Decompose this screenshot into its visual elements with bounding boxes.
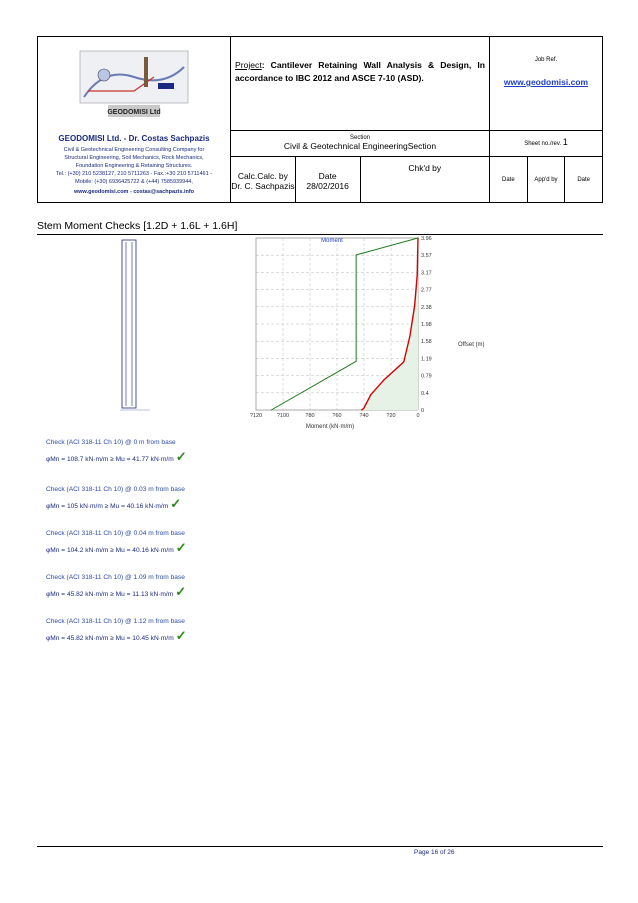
company-logo — [74, 47, 194, 123]
x-tick-label: ?100 — [276, 413, 290, 419]
job-ref-label: Job Ref. — [534, 57, 558, 63]
x-tick-label: ?120 — [249, 413, 263, 419]
footer-rule — [37, 846, 603, 847]
check-mark-icon: ✓ — [175, 584, 187, 599]
x-tick-label: ?60 — [332, 413, 342, 419]
job-ref-cell — [490, 37, 603, 131]
check-mark-icon: ✓ — [175, 449, 187, 464]
x-tick-label: 0 — [416, 413, 420, 419]
chkd-cell — [360, 157, 490, 203]
company-web: www.geodomisi.com - costas@sachpazis.info — [73, 189, 195, 195]
check-line: φMn = 105 kN·m/m ≥ Mu = 40.16 kN·m/m — [46, 503, 169, 510]
logo-caption: GEODOMISI Ltd — [107, 109, 161, 116]
check-line: φMn = 104.2 kN·m/m ≥ Mu = 40.16 kN·m/m — [46, 547, 174, 554]
applied-moment-point — [403, 361, 404, 362]
date3-label: Date — [577, 177, 590, 183]
moment-chart — [236, 233, 506, 431]
page-number: Page 16 of 26 — [414, 849, 455, 856]
applied-moment-point — [384, 379, 385, 380]
section-value: Civil & Geotechnical EngineeringSection — [283, 141, 437, 151]
y-tick-label: 3.96 — [421, 236, 432, 242]
appd-label: App'd by — [534, 177, 558, 183]
company-mobile: Mobile: (+30) 6936425722 & (+44) 7585939944, — [75, 179, 193, 185]
check-mark-icon: ✓ — [170, 496, 182, 511]
date-label: Date — [318, 171, 337, 181]
y-tick-label: 1.58 — [421, 339, 432, 346]
sheet-value: 1 — [562, 137, 568, 147]
capacity-moment-point — [418, 238, 419, 239]
section-cell — [231, 131, 490, 157]
wall-stem-diagram — [118, 238, 154, 414]
applied-moment-point — [409, 336, 410, 337]
company-tel: Tel.: (+30) 210 5238127, 210 5711263 - Fax.:+30 210 5711461 - — [55, 171, 213, 177]
check-title: Check (ACI 318-11 Ch 10) @ 1.12 m from base — [46, 618, 185, 625]
capacity-moment-point — [271, 410, 272, 411]
y-tick-label: 0 — [421, 408, 425, 414]
capacity-moment-point — [356, 254, 357, 255]
applied-moment-point — [370, 394, 371, 395]
date2-cell — [490, 157, 528, 203]
check-line: φMn = 108.7 kN·m/m ≥ Mu = 41.77 kN·m/m — [46, 456, 174, 463]
applied-moment-point — [363, 408, 364, 409]
applied-moment-point — [417, 275, 418, 276]
check-line: φMn = 45.82 kN·m/m ≥ Mu = 11.13 kN·m/m — [46, 591, 174, 598]
calc-label: Calc.Calc. by — [237, 171, 288, 181]
section-title: Stem Moment Checks [1.2D + 1.6L + 1.6H] — [37, 220, 238, 232]
calc-value: Dr. C. Sachpazis — [231, 181, 295, 191]
y-tick-label: 0.79 — [421, 373, 432, 380]
check-result — [46, 628, 187, 644]
sheet-label: Sheet no./rev. — [524, 141, 562, 147]
calc-cell — [231, 157, 296, 203]
project-label: Project — [235, 60, 262, 70]
check-result — [46, 584, 186, 600]
section-label: Section — [349, 135, 370, 141]
company-desc-1: Civil & Geotechnical Engineering Consulting Company for — [63, 147, 205, 153]
check-mark-icon: ✓ — [175, 628, 187, 643]
check-title: Check (ACI 318-11 Ch 10) @ 1.09 m from base — [46, 574, 185, 581]
y-tick-label: 0.4 — [421, 390, 429, 397]
x-tick-label: ?20 — [386, 413, 396, 419]
logo-cell — [38, 37, 231, 203]
check-result — [46, 496, 181, 512]
x-tick-label: ?80 — [305, 413, 315, 419]
applied-moment-point — [402, 362, 403, 363]
y-tick-label: 2.77 — [421, 287, 432, 294]
chart-title: Moment — [321, 238, 343, 244]
date2-label: Date — [501, 177, 515, 183]
header-table — [37, 36, 603, 203]
chkd-label: Chk'd by — [408, 163, 442, 173]
project-cell — [231, 37, 490, 131]
y-tick-label: 3.57 — [421, 253, 432, 260]
y-tick-label: 3.17 — [421, 270, 432, 277]
date3-cell — [565, 157, 603, 203]
capacity-moment-point — [356, 361, 357, 362]
company-desc-2: Structural Engineering, Soil Mechanics, Rock Mechanics, — [64, 155, 204, 161]
check-title: Check (ACI 318-11 Ch 10) @ 0 m from base — [46, 439, 176, 446]
chart-ylabel: Offset (m) — [458, 342, 485, 348]
applied-moment-point — [361, 409, 362, 410]
check-result — [46, 540, 187, 556]
sheet-cell — [490, 131, 603, 157]
company-name: GEODOMISI Ltd. - Dr. Costas Sachpazis — [58, 134, 210, 143]
job-ref-link[interactable]: www.geodomisi.com — [503, 77, 589, 87]
y-tick-label: 1.19 — [421, 356, 432, 363]
date-value: 28/02/2016 — [306, 181, 349, 191]
project-text: : Cantilever Retaining Wall Analysis & Design, In accordance to IBC 2012 and ASCE 7-10 (ASD). — [235, 60, 485, 83]
check-mark-icon: ✓ — [175, 540, 187, 555]
x-tick-label: ?40 — [359, 413, 369, 419]
check-title: Check (ACI 318-11 Ch 10) @ 0.03 m from base — [46, 486, 185, 493]
chart-xlabel: Moment (kN·m/m) — [305, 424, 355, 430]
company-desc-3: Foundation Engineering & Retaining Structures. — [75, 163, 193, 169]
appd-cell — [527, 157, 565, 203]
applied-moment-point — [414, 305, 415, 306]
y-tick-label: 2.38 — [421, 304, 432, 311]
date-cell — [295, 157, 360, 203]
y-tick-label: 1.98 — [421, 322, 432, 328]
check-line: φMn = 45.82 kN·m/m ≥ Mu = 10.45 kN·m/m — [46, 635, 174, 642]
check-result — [46, 449, 187, 465]
check-title: Check (ACI 318-11 Ch 10) @ 0.04 m from base — [46, 530, 185, 537]
